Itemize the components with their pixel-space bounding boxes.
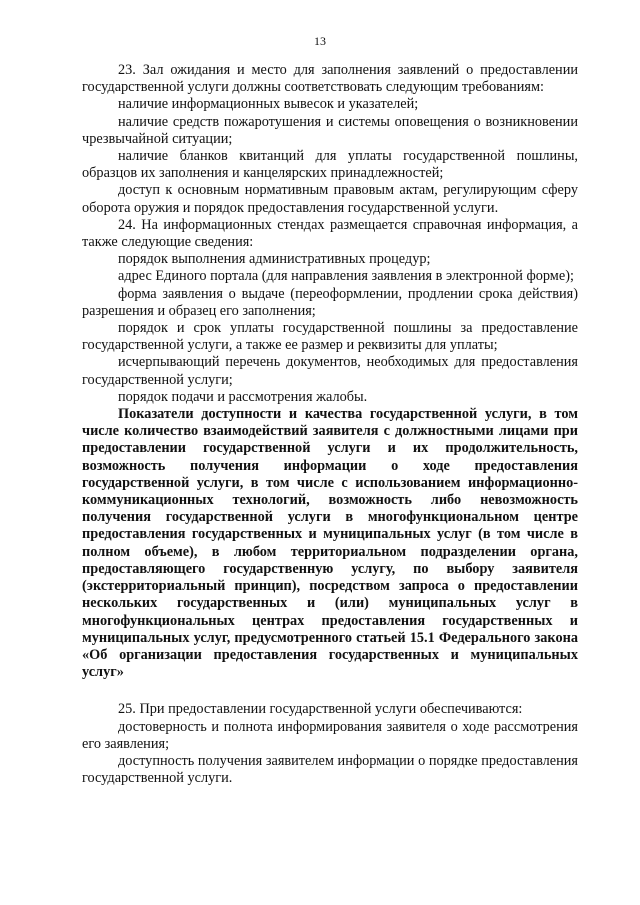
- paragraph: доступ к основным нормативным правовым актам, регулирующим сферу оборота оружия и порядок предоставления государственной услуги.: [82, 182, 578, 216]
- paragraph: порядок подачи и рассмотрения жалобы.: [118, 388, 368, 405]
- paragraph: наличие информационных вывесок и указателей;: [118, 96, 419, 113]
- paragraph: порядок и срок уплаты государственной пошлины за предоставление государственной услуги, а также ее размер и реквизиты для уплаты;: [82, 320, 578, 354]
- paragraph: доступность получения заявителем информации о порядке предоставления государственной услуги.: [82, 752, 578, 787]
- paragraph-24: 24. На информационных стендах размещается справочная информация, а также следующие сведения:: [82, 216, 578, 251]
- paragraph: исчерпывающий перечень документов, необходимых для предоставления государственной услуги;: [82, 354, 578, 388]
- paragraph-23: 23. Зал ожидания и место для заполнения заявлений о предоставлении государственной услуги должны соответствовать следующим требованиям:: [82, 62, 578, 96]
- paragraph: форма заявления о выдаче (переоформлении, продлении срока действия) разрешения и образец его заполнения;: [82, 285, 578, 319]
- paragraph: достоверность и полнота информирования заявителя о ходе рассмотрения его заявления;: [82, 718, 578, 752]
- paragraph: наличие бланков квитанций для уплаты государственной пошлины, образцов их заполнения и канцелярских принадлежностей;: [82, 148, 578, 182]
- paragraph-25: 25. При предоставлении государственной услуги обеспечиваются:: [118, 701, 523, 718]
- page-number: 13: [314, 34, 326, 48]
- section-heading: Показатели доступности и качества государственной услуги, в том числе количество взаимодействий заявителя с должностными лицами при предоставлении государственной услуги и их продолжительность, возможность получения информации о ходе предоставления государственной услуги, в том числе с использованием информационно-коммуникационных технологий, возможность либо невозможность получения государственной услуги в многофункциональном центре предоставления государственных и муниципальных услуг (в том числе в полном объеме), в любом территориальном подразделении органа, предоставляющего государственную услугу, по выбору заявителя (экстерриториальный принцип), посредством запроса о предоставлении нескольких государственных и (или) муниципальных услуг в многофункциональных центрах предоставления государственных и муниципальных услуг, предусмотренного статьей 15.1 Федерального закона «Об организации предоставления государственных и муниципальных услуг»: [82, 406, 578, 681]
- paragraph: адрес Единого портала (для направления заявления в электронной форме);: [118, 268, 574, 285]
- document-body: [82, 62, 578, 787]
- paragraph: порядок выполнения административных процедур;: [118, 251, 431, 268]
- paragraph: наличие средств пожаротушения и системы оповещения о возникновении чрезвычайной ситуации;: [82, 113, 578, 147]
